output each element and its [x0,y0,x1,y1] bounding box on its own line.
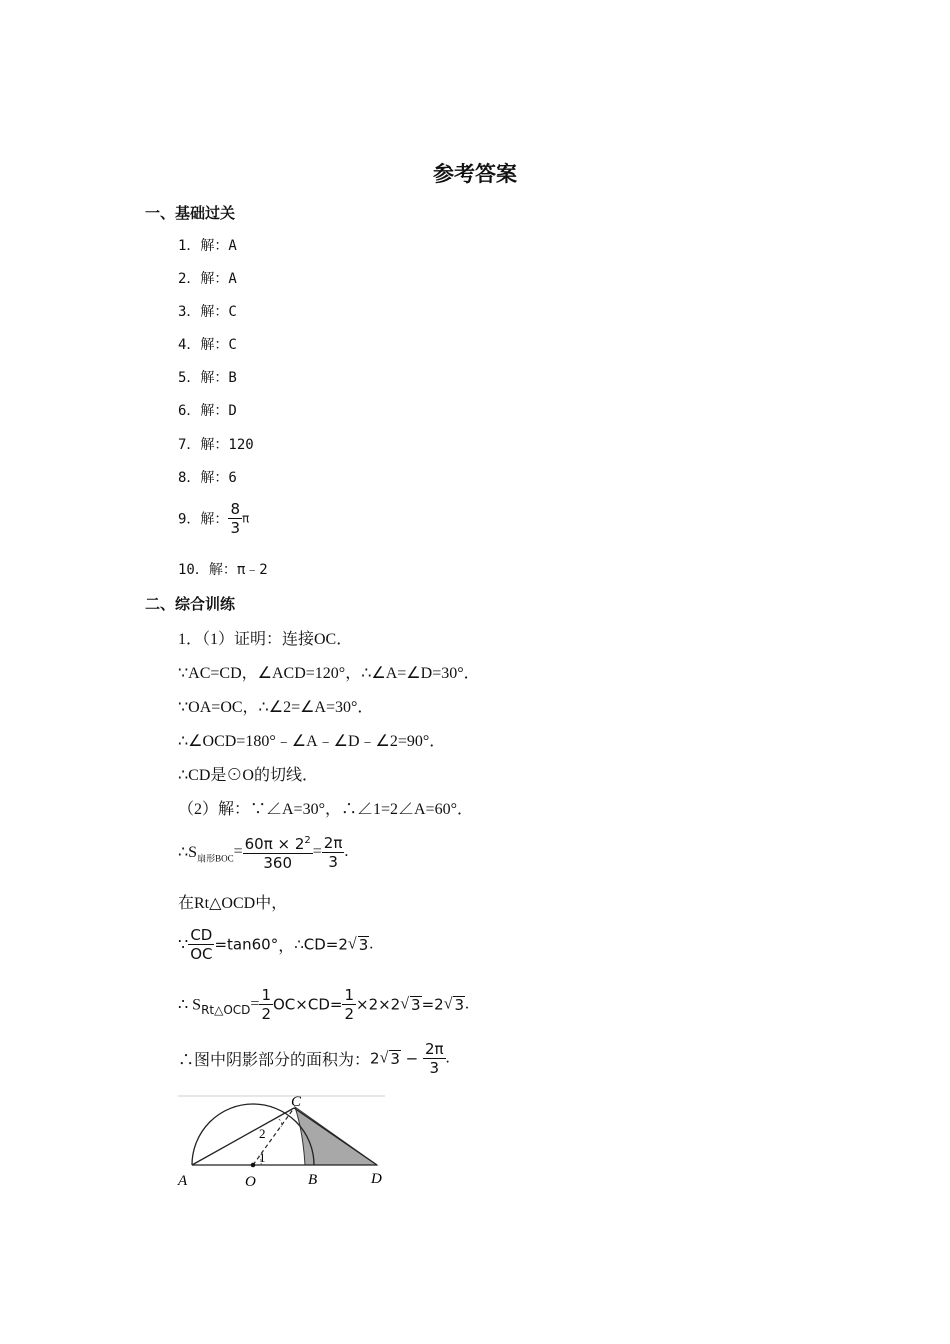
solution-line-4: ∴∠OCD=180°﹣∠A﹣∠D﹣∠2=90°． [178,733,446,750]
tan-lead: ∵ [178,936,189,954]
answer-10: 10．解：π﹣2 [178,562,268,578]
answer-9 [178,500,249,537]
area-fraction-1 [259,986,273,1023]
area-fraction-2-numerator: 1 [344,986,354,1004]
center-point-O [251,1163,256,1168]
sector-fraction-2-denominator: 3 [328,852,338,871]
tan-result: ∴CD=2 [294,935,348,954]
label-angle-2: 2 [259,1126,266,1141]
label-A: A [178,1173,188,1189]
area-equals-2: =2 [421,995,444,1014]
answer-9-fraction [228,500,242,537]
tan-end: . [369,935,374,953]
answer-1: 1．解：A [178,238,237,254]
area-radicand-2: 3 [454,996,465,1014]
shaded-fraction [423,1040,446,1077]
area-fraction-1-denominator: 2 [261,1005,271,1023]
shaded-radicand: 3 [390,1050,400,1068]
sector-fraction-2 [322,834,345,871]
answer-9-suffix: π [241,511,250,526]
answer-3: 3．解：C [178,304,237,320]
solution-line-1: 1．（1）证明：连接OC． [178,631,353,648]
answer-4: 4．解：C [178,337,237,353]
area-middle: OC×CD= [273,995,343,1014]
sector-fraction-1-numerator [243,832,313,854]
tan-fraction [188,926,214,963]
area-fraction-2 [342,986,356,1023]
label-angle-1: 1 [259,1150,266,1165]
section-heading-basics: 一、基础过关 [145,204,236,222]
answer-9-prefix: 9．解： [178,511,229,528]
shaded-denominator: 3 [429,1059,440,1077]
answer-8: 8．解：6 [178,470,237,486]
solution-line-3: ∵OA=OC，∴∠2=∠A=30°． [178,699,374,716]
page-title: 参考答案 [433,162,517,186]
solution-line-5: ∴CD是⊙O的切线． [178,767,318,784]
solution-line-2: ∵AC=CD，∠ACD=120°，∴∠A=∠D=30°． [178,665,480,682]
sector-equals-2: = [312,843,322,860]
area-lead: ∴ S [178,996,202,1014]
chord-AC [192,1108,294,1165]
answer-6: 6．解：D [178,403,237,419]
answer-2: 2．解：A [178,271,237,287]
area-subscript: Rt△OCD [201,1003,251,1018]
tan-numerator: CD [188,926,214,945]
sector-area-formula [178,832,348,872]
semicircle-arc [192,1104,314,1165]
area-end: . [465,995,470,1013]
area-middle-2: ×2×2 [356,995,401,1014]
geometry-figure [175,1092,390,1192]
area-radicand-1: 3 [411,996,421,1014]
sqrt-icon: √ [347,935,357,953]
sector-fraction-2-numerator: 2π [323,833,343,852]
shaded-end: . [445,1049,450,1067]
angle-2-arc [279,1119,282,1127]
area-fraction-1-numerator: 1 [261,986,271,1004]
solution-line-6: （2）解：∵∠A=30°，∴∠1=2∠A=60°． [178,801,473,818]
sector-lead: ∴S [178,844,198,861]
tan-comma: ， [278,938,295,955]
answer-5: 5．解：B [178,370,237,386]
answer-9-denominator: 3 [230,519,240,537]
tan-radicand: 3 [358,936,369,954]
answer-7: 7．解：120 [178,437,254,453]
sqrt-icon: √ [379,1049,389,1067]
tan-value: =tan60° [214,935,279,954]
shaded-area-line [178,1040,450,1077]
sector-equals: = [233,843,243,860]
sqrt-icon: √ [400,995,410,1013]
shaded-numerator: 2π [425,1040,444,1058]
tan-formula [178,926,373,963]
answer-9-numerator: 8 [230,500,240,518]
section-heading-practice: 二、综合训练 [145,595,236,613]
label-B: B [308,1172,318,1188]
label-C: C [291,1094,302,1110]
triangle-area-formula [178,986,469,1023]
area-fraction-2-denominator: 2 [344,1005,354,1023]
sector-exponent: 2 [304,835,311,846]
shaded-lead: ∴图中阴影部分的面积为： [178,1052,371,1069]
tan-denominator: OC [190,945,213,963]
label-D: D [371,1171,382,1187]
sector-subscript: 扇形BOC [197,853,234,864]
sqrt-icon: √ [443,995,453,1013]
area-equals: = [250,995,260,1013]
sector-fraction-1-denominator: 360 [263,854,293,872]
sector-end: . [344,843,349,860]
sector-numerator-text: 60π × 2 [244,835,305,853]
shaded-minus: − [400,1049,423,1068]
label-O: O [245,1174,256,1190]
sector-fraction-1 [243,832,313,872]
shaded-coefficient: 2 [370,1049,380,1068]
rt-triangle-line: 在Rt△OCD中， [178,895,288,912]
